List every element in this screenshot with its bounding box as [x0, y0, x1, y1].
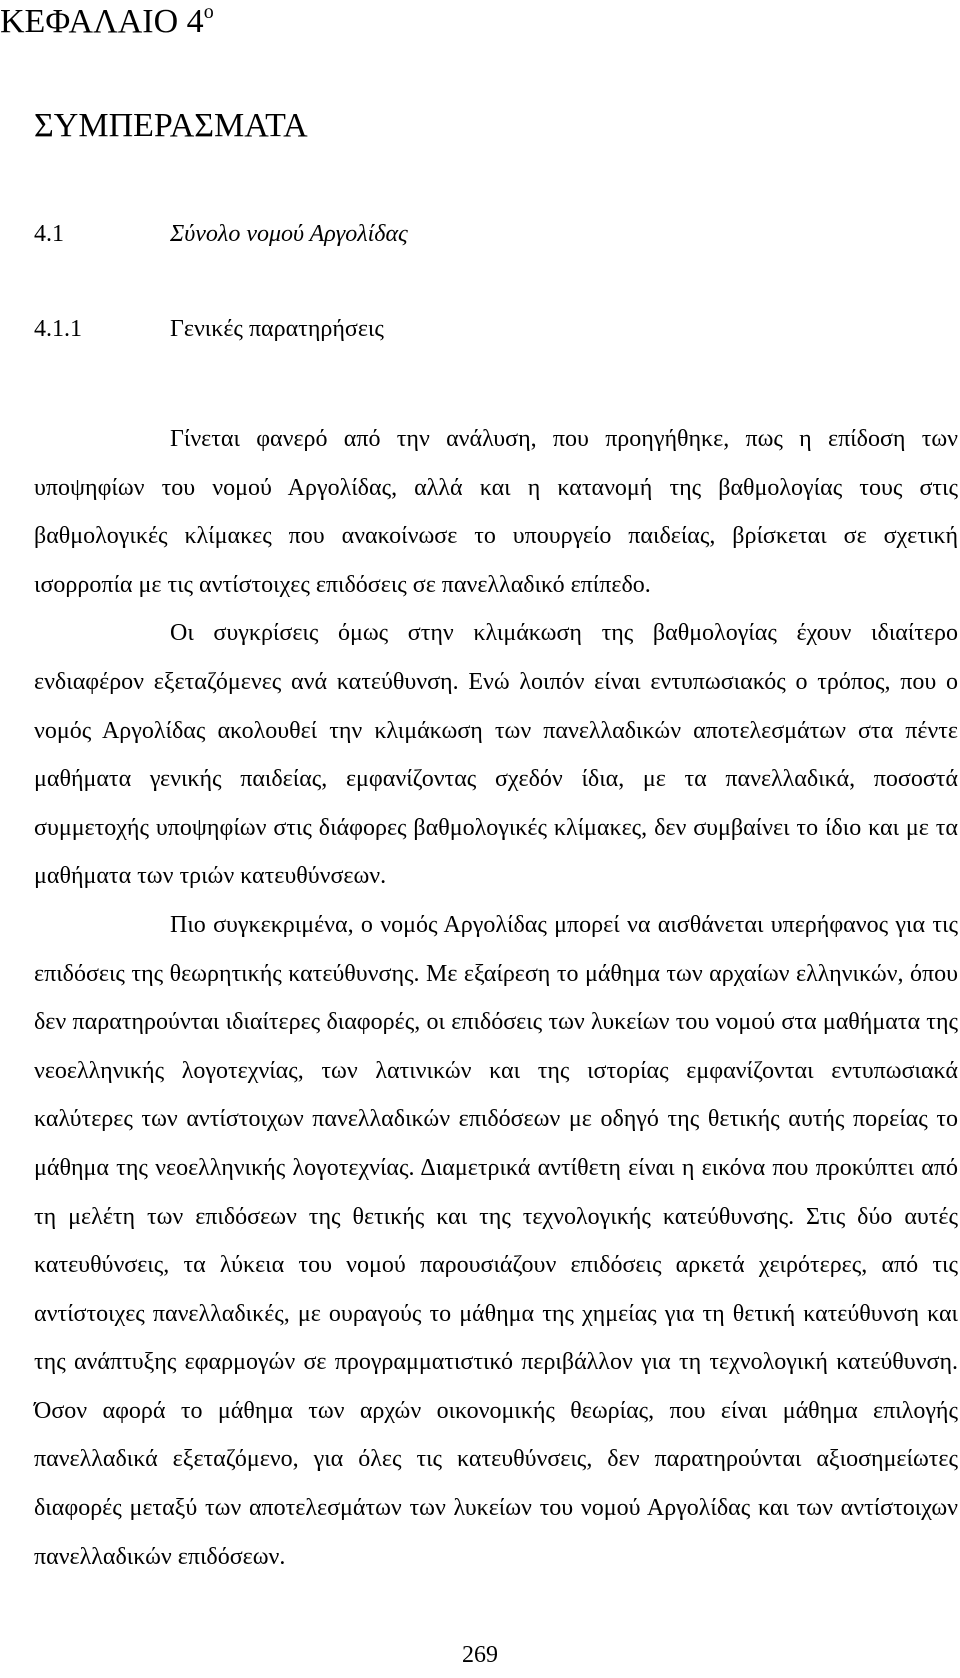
paragraph: Γίνεται φανερό από την ανάλυση, που προηγήθηκε, πως η επίδοση των υποψηφίων του νομού Αργολίδας, αλλά και η κατανομή της βαθμολογίας τους στις βαθμολογικές κλίμακες που ανακοίνωσε το υπουργείο παιδείας, βρίσκεται σε σχετική ισορροπία με τις αντίστοιχες επιδόσεις σε πανελλαδικό επίπεδο. — [34, 426, 958, 598]
section-number: 4.1 — [34, 221, 64, 247]
section-title: Σύνολο νομού Αργολίδας — [170, 221, 408, 247]
body-text — [34, 415, 958, 1581]
subsection-number: 4.1.1 — [34, 316, 82, 342]
subsection-heading — [34, 311, 384, 347]
chapter-label-text: ΚΕΦΑΛΑΙΟ 4 — [0, 3, 204, 40]
section-heading — [34, 216, 408, 252]
chapter-label — [0, 0, 214, 44]
page-number: 269 — [462, 1642, 498, 1668]
chapter-title: ΣΥΜΠΕΡΑΣΜΑΤΑ — [34, 107, 308, 144]
paragraph: Πιο συγκεκριμένα, ο νομός Αργολίδας μπορεί να αισθάνεται υπερήφανος για τις επιδόσεις της θεωρητικής κατεύθυνσης. Με εξαίρεση το μάθημα των αρχαίων ελληνικών, όπου δεν παρατηρούνται ιδιαίτερες διαφορές, οι επιδόσεις των λυκείων του νομού στα μαθήματα της νεοελληνικής λογοτεχνίας, των λατινικών και της ιστορίας εμφανίζονται εντυπωσιακά καλύτερες των αντίστοιχων πανελλαδικών επιδόσεων με οδηγό της θετικής αυτής πορείας το μάθημα της νεοελληνικής λογοτεχνίας. Διαμετρικά αντίθετη είναι η εικόνα που προκύπτει από τη μελέτη των επιδόσεων της θετικής και της τεχνολογικής κατεύθυνσης. Στις δύο αυτές κατευθύνσεις, τα λύκεια του νομού παρουσιάζουν επιδόσεις αρκετά χειρότερες, από τις αντίστοιχες πανελλαδικές, με ουραγούς το μάθημα της χημείας για τη θετική κατεύθυνση και της ανάπτυξης εφαρμογών σε προγραμματιστικό περιβάλλον για τη τεχνολογική κατεύθυνση. Όσον αφορά το μάθημα των αρχών οικονομικής θεωρίας, που είναι μάθημα επιλογής πανελλαδικά εξεταζόμενο, για όλες τις κατευθύνσεις, δεν παρατηρούνται αξιοσημείωτες διαφορές μεταξύ των αποτελεσμάτων των λυκείων του νομού Αργολίδας και των αντίστοιχων πανελλαδικών επιδόσεων. — [34, 911, 958, 1570]
paragraph: Οι συγκρίσεις όμως στην κλιμάκωση της βαθμολογίας έχουν ιδιαίτερο ενδιαφέρον εξεταζόμενες ανά κατεύθυνση. Ενώ λοιπόν είναι εντυπωσιακός ο τρόπος, που ο νομός Αργολίδας ακολουθεί την κλιμάκωση των πανελλαδικών αποτελεσμάτων στα πέντε μαθήματα γενικής παιδείας, εμφανίζοντας σχεδόν ίδια, με τα πανελλαδικά, ποσοστά συμμετοχής υποψηφίων στις διάφορες βαθμολογικές κλίμακες, δεν συμβαίνει το ίδιο και με τα μαθήματα των τριών κατευθύνσεων. — [34, 620, 958, 890]
chapter-label-superscript: ο — [203, 1, 214, 23]
subsection-title: Γενικές παρατηρήσεις — [170, 316, 384, 342]
